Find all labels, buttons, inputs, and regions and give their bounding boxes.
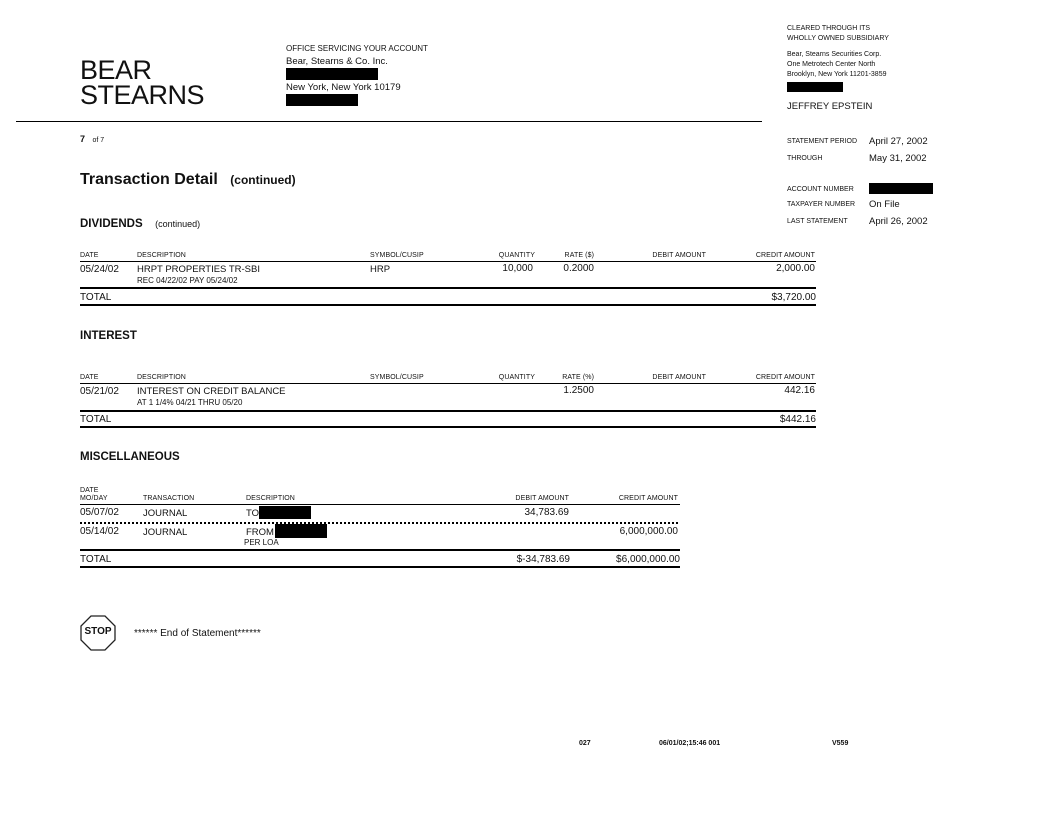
misc-total-credit: $6,000,000.00 [616,554,680,565]
div-header-credit: CREDIT AMOUNT [755,252,815,259]
int-row-description-2: AT 1 1/4% 04/21 THRU 05/20 [137,398,243,407]
div-header-description: DESCRIPTION [137,252,186,259]
misc-row-1-date: 05/07/02 [80,507,119,518]
clearing-address-3: Brooklyn, New York 11201-3859 [787,71,887,78]
int-total-top-rule [80,410,816,412]
page-number: 7 [80,134,86,144]
misc-row-2-description: FROM [246,527,274,538]
misc-header-date-1: DATE [80,487,99,494]
misc-total-bottom-rule [80,566,680,568]
misc-header-credit: CREDIT AMOUNT [618,495,678,502]
misc-row-separator [80,522,678,524]
misc-row-2-transaction: JOURNAL [143,527,188,538]
redaction-misc-row-2 [275,524,327,538]
div-header-date: DATE [80,252,99,259]
int-header-credit: CREDIT AMOUNT [755,374,815,381]
dividends-title: DIVIDENDS [80,218,143,230]
through-value: May 31, 2002 [869,153,927,164]
clearing-address-1: Bear, Stearns Securities Corp. [787,51,882,58]
dividends-section-title [80,214,200,232]
div-total-value: $3,720.00 [771,292,816,303]
stop-sign-label: STOP [84,626,112,637]
clearing-address-2: One Metrotech Center North [787,61,876,68]
through-label: THROUGH [787,155,823,162]
misc-total-debit: $-34,783.69 [516,554,570,565]
misc-row-2-date: 05/14/02 [80,526,119,537]
redaction-account-number [869,183,933,194]
bear-stearns-logo [80,55,205,110]
page-of: of 7 [92,137,105,144]
page-title [80,171,296,189]
office-city: New York, New York 10179 [286,82,401,93]
div-total-label: TOTAL [80,292,112,303]
misc-header-transaction: TRANSACTION [143,495,195,502]
dividends-suffix: (continued) [155,219,201,229]
taxpayer-number-label: TAXPAYER NUMBER [787,201,856,208]
misc-header-date-2: MO/DAY [80,495,108,502]
office-heading: OFFICE SERVICING YOUR ACCOUNT [286,44,428,53]
div-total-bottom-rule [80,304,816,306]
stop-sign-icon [80,615,116,651]
int-row-date: 05/21/02 [80,386,119,397]
div-header-symbol: SYMBOL/CUSIP [370,252,424,259]
statement-period-value: April 27, 2002 [869,136,928,147]
int-header-quantity: QUANTITY [498,374,535,381]
footer-code-1: 027 [579,740,591,747]
misc-row-2-credit: 6,000,000.00 [619,526,678,537]
misc-total-label: TOTAL [80,554,112,565]
footer-code-3: V559 [832,740,849,747]
div-header-rate: RATE ($) [564,252,594,259]
misc-row-1-description: TO [246,508,260,519]
div-row-quantity: 10,000 [502,263,533,274]
misc-header-rule [80,504,680,505]
title-main: Transaction Detail [80,171,218,188]
account-number-label: ACCOUNT NUMBER [787,186,854,193]
office-name: Bear, Stearns & Co. Inc. [286,56,388,67]
footer-code-2: 06/01/02;15:46 001 [659,740,721,747]
div-row-rate: 0.2000 [563,263,594,274]
logo-line-2: STEARNS [80,80,205,110]
int-total-bottom-rule [80,426,816,428]
int-header-date: DATE [80,374,99,381]
int-header-symbol: SYMBOL/CUSIP [370,374,424,381]
div-row-symbol: HRP [370,264,391,275]
div-total-top-rule [80,287,816,289]
misc-row-1-debit: 34,783.69 [524,507,569,518]
int-header-debit: DEBIT AMOUNT [652,374,706,381]
last-statement-label: LAST STATEMENT [787,218,848,225]
misc-row-2-description-2: PER LOA [244,538,279,547]
div-header-rule [80,261,816,262]
page-indicator [80,129,104,147]
int-header-rule [80,383,816,384]
misc-row-1-transaction: JOURNAL [143,508,188,519]
header-rule [16,121,762,122]
clearing-line-1: CLEARED THROUGH ITS [787,25,871,32]
logo-line-1: BEAR [80,55,152,85]
taxpayer-number-value: On File [869,199,900,210]
clearing-line-2: WHOLLY OWNED SUBSIDIARY [787,35,889,42]
div-row-description: HRPT PROPERTIES TR-SBI [137,264,260,275]
int-total-label: TOTAL [80,414,112,425]
last-statement-value: April 26, 2002 [869,216,928,227]
end-of-statement: ****** End of Statement****** [134,628,261,639]
misc-header-debit: DEBIT AMOUNT [515,495,569,502]
int-row-rate: 1.2500 [563,385,594,396]
int-total-value: $442.16 [779,414,816,425]
redaction-office-address [286,68,378,80]
div-row-credit: 2,000.00 [776,263,815,274]
interest-title: INTEREST [80,330,137,342]
int-header-rate: RATE (%) [562,374,594,381]
int-row-description: INTEREST ON CREDIT BALANCE [137,386,286,397]
misc-header-description: DESCRIPTION [246,495,295,502]
int-row-credit: 442.16 [784,385,815,396]
misc-total-top-rule [80,549,680,551]
title-suffix: (continued) [230,173,296,187]
redaction-clearing-phone [787,82,843,92]
client-name: JEFFREY EPSTEIN [787,101,873,112]
div-header-quantity: QUANTITY [498,252,535,259]
redaction-misc-row-1 [259,506,311,519]
div-row-description-2: REC 04/22/02 PAY 05/24/02 [137,276,238,285]
int-header-description: DESCRIPTION [137,374,186,381]
statement-period-label: STATEMENT PERIOD [787,138,858,145]
div-header-debit: DEBIT AMOUNT [652,252,706,259]
div-row-date: 05/24/02 [80,264,119,275]
redaction-office-phone [286,94,358,106]
misc-title: MISCELLANEOUS [80,451,180,463]
